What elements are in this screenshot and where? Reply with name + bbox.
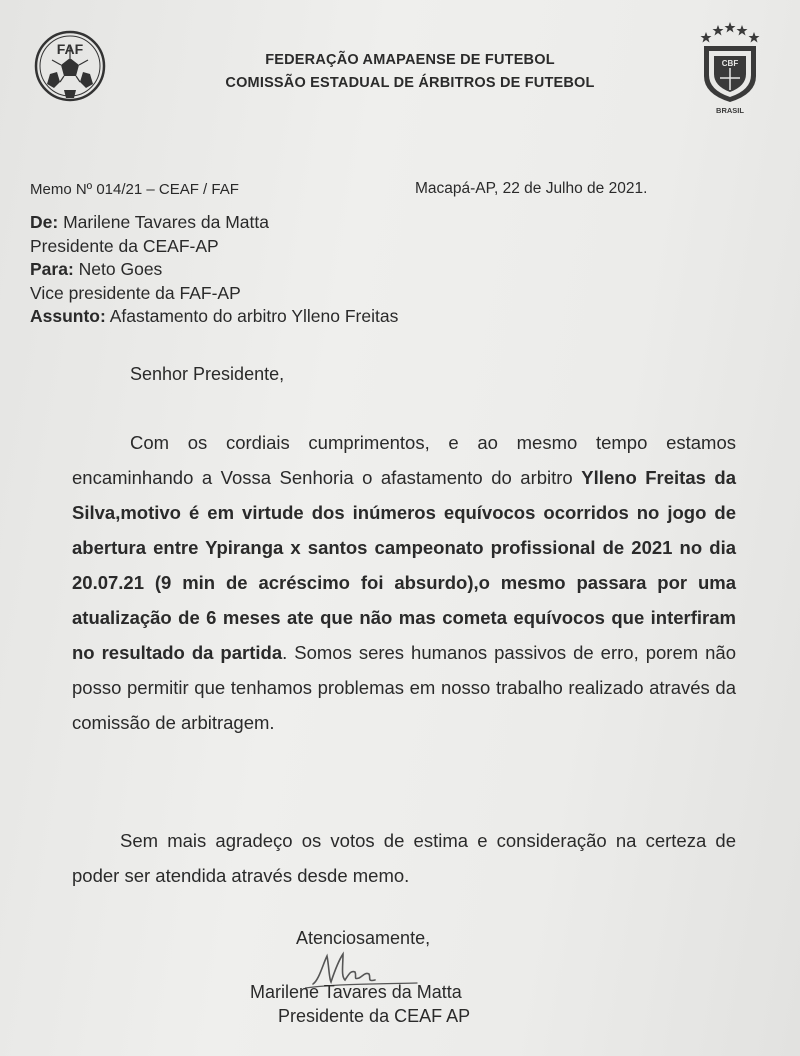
to-value: Neto Goes [78, 259, 163, 279]
subject-label: Assunto: [30, 306, 106, 326]
memo-date: Macapá-AP, 22 de Julho de 2021. [415, 180, 648, 197]
closing: Atenciosamente, [296, 928, 431, 948]
to-role: Vice presidente da FAF-AP [30, 283, 241, 303]
cbf-logo [690, 20, 770, 116]
from-label: De: [30, 212, 59, 232]
body-paragraph-2: Sem mais agradeço os votos de estima e consideração na certeza de poder ser atendida através desde memo. [72, 830, 736, 886]
memo-number: Memo Nº 014/21 – CEAF / FAF [30, 181, 239, 198]
salutation: Senhor Presidente, [130, 364, 285, 384]
to-label: Para: [30, 259, 74, 279]
faf-logo [30, 28, 110, 104]
subject-value: Afastamento do arbitro Ylleno Freitas [109, 306, 399, 326]
svg-text:CBF: CBF [721, 59, 739, 68]
signatory-name: Marilene Tavares da Matta [250, 982, 462, 1002]
subject-line [30, 306, 398, 327]
org-title: FEDERAÇÃO AMAPAENSE DE FUTEBOL [265, 52, 555, 68]
star-icon [701, 22, 760, 43]
to-line [30, 259, 162, 280]
body-paragraph-1: Com os cordiais cumprimentos, e ao mesmo tempo estamos encaminhando a Vossa Senhoria o afastamento do arbitro Ylleno Freitas da Silva,motivo é em virtude dos inúmeros equívocos ocorridos no jogo de abertura entre Ypiranga x santos campeonato profissional de 2021 no dia 20.07.21 (9 min de acréscimo foi absurdo),o mesmo passara por uma atualização de 6 meses ate que não mas cometa equívocos que interfiram no resultado da partida. Somos seres humanos passivos de erro, porem não posso permitir que tenhamos problemas em nosso trabalho realizado através da comissão de arbitragem. [72, 432, 737, 733]
org-subtitle: COMISSÃO ESTADUAL DE ÁRBITROS DE FUTEBOL [225, 75, 595, 91]
svg-text:FAF: FAF [56, 41, 84, 57]
from-role: Presidente da CEAF-AP [30, 236, 219, 256]
from-line [30, 212, 269, 233]
from-value: Marilene Tavares da Matta [63, 212, 269, 232]
svg-text:BRASIL: BRASIL [716, 106, 744, 115]
signatory-title: Presidente da CEAF AP [278, 1006, 471, 1026]
